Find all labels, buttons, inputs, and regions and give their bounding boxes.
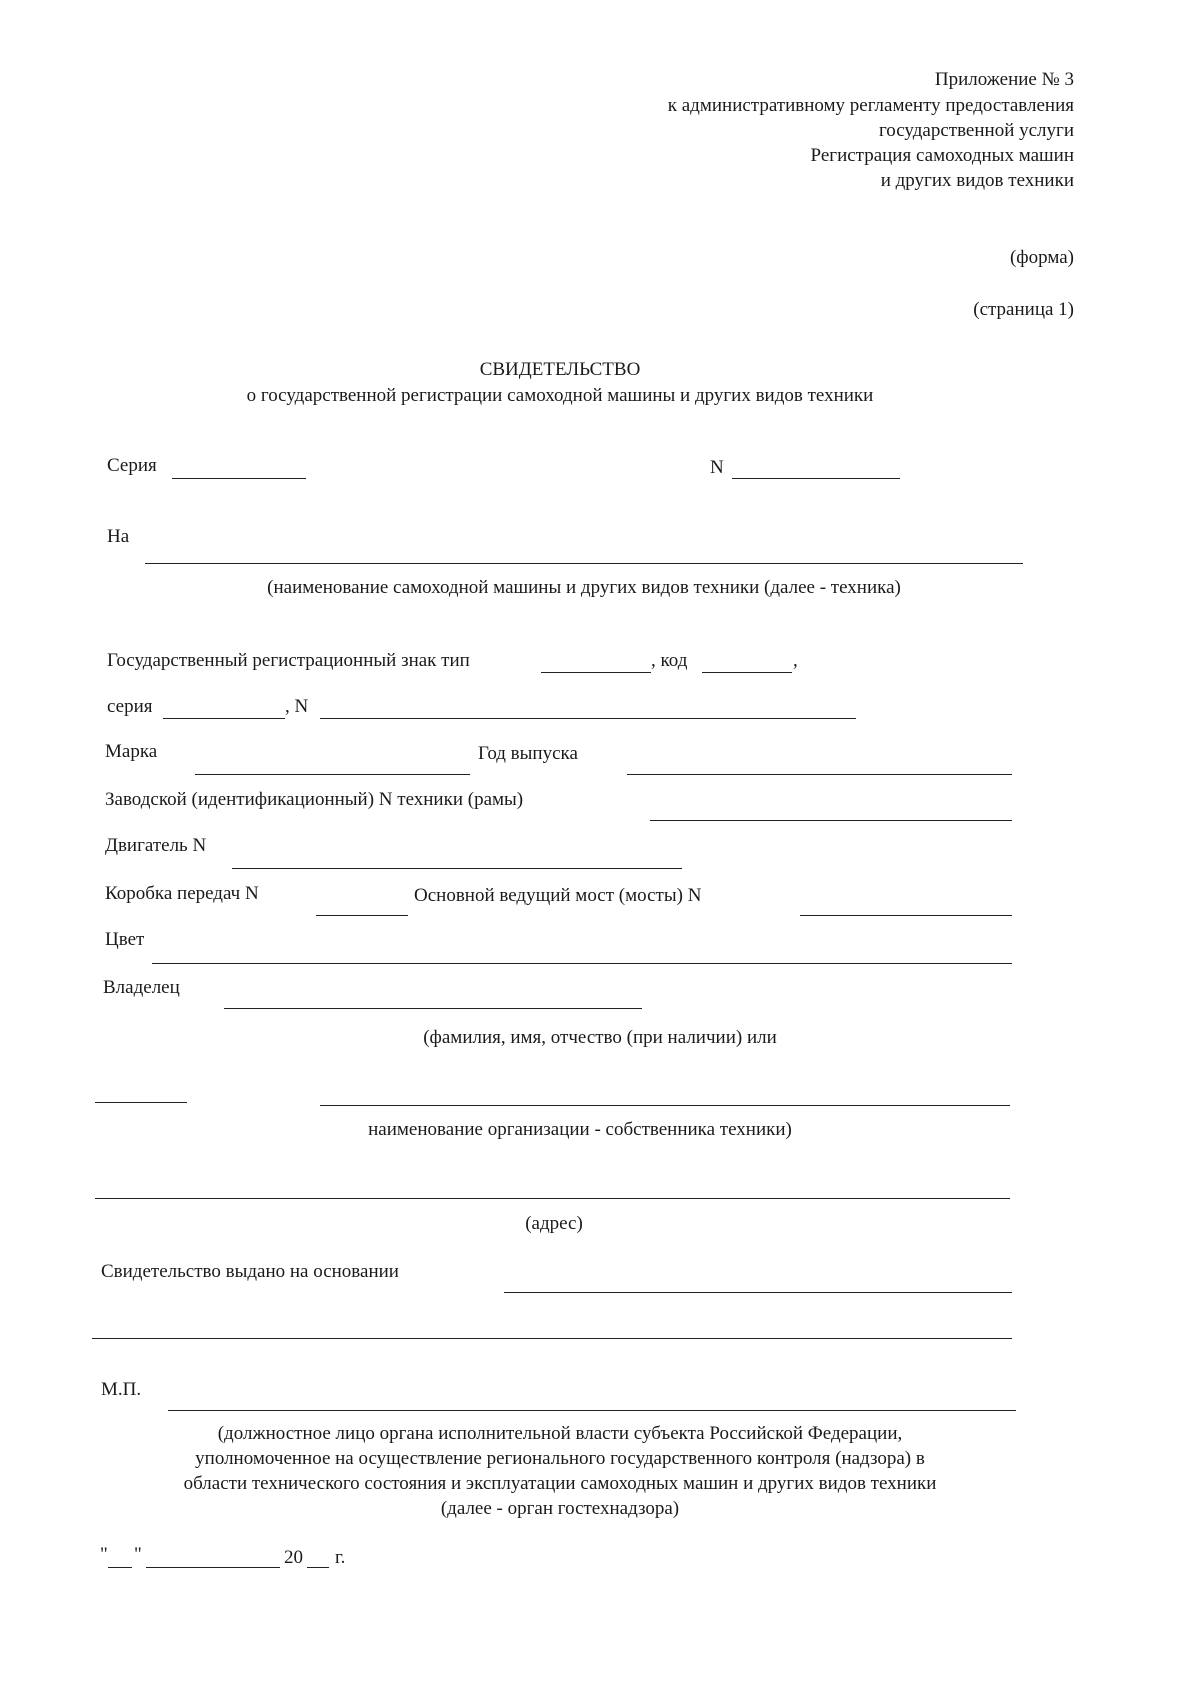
engine-field[interactable]: [232, 846, 682, 869]
date-year-suffix: г.: [335, 1547, 346, 1568]
gearbox-label: Коробка передач N: [105, 883, 259, 904]
owner-caption-1: (фамилия, имя, отчество (при наличии) или: [423, 1027, 777, 1048]
owner-field[interactable]: [224, 986, 642, 1009]
date-year-field[interactable]: [307, 1545, 329, 1568]
owner-name-field-left[interactable]: [95, 1080, 187, 1103]
basis-field[interactable]: [504, 1270, 1012, 1293]
number-label: N: [710, 457, 724, 478]
date-quote-open: ": [100, 1544, 108, 1565]
year-label: Год выпуска: [478, 743, 578, 764]
document-title: СВИДЕТЕЛЬСТВО: [479, 359, 641, 380]
official-caption-4: (далее - орган гостехнадзора): [440, 1498, 680, 1519]
regsign-code-label: , код: [651, 650, 688, 671]
date-month-field[interactable]: [146, 1545, 280, 1568]
official-signature-field[interactable]: [168, 1388, 1016, 1411]
engine-label: Двигатель N: [105, 835, 207, 856]
date-quote-close: ": [134, 1544, 142, 1565]
factory-number-field[interactable]: [650, 798, 1012, 821]
appendix-line-2: к административному регламенту предоставления: [667, 95, 1074, 116]
axle-field[interactable]: [800, 893, 1012, 916]
date-day-field[interactable]: [108, 1545, 132, 1568]
official-caption-1: (должностное лицо органа исполнительной власти субъекта Российской Федерации,: [217, 1423, 903, 1444]
page-label: (страница 1): [973, 299, 1074, 320]
date-year-prefix: 20: [284, 1547, 303, 1568]
regsign-code-field[interactable]: [702, 650, 792, 673]
appendix-number: Приложение № 3: [934, 69, 1074, 90]
axle-label: Основной ведущий мост (мосты) N: [414, 885, 702, 906]
sign-number-field[interactable]: [320, 696, 856, 719]
na-label: На: [107, 526, 130, 547]
document-subtitle: о государственной регистрации самоходной машины и других видов техники: [246, 385, 874, 406]
number-field[interactable]: [732, 456, 900, 479]
basis-label: Свидетельство выдано на основании: [101, 1261, 399, 1282]
color-field[interactable]: [152, 941, 1012, 964]
year-field[interactable]: [627, 752, 1012, 775]
sign-series-label: серия: [107, 696, 153, 717]
owner-label: Владелец: [103, 977, 180, 998]
address-field[interactable]: [95, 1176, 1010, 1199]
appendix-line-3: государственной услуги: [878, 120, 1074, 141]
owner-caption-2: наименование организации - собственника техники): [368, 1119, 792, 1140]
basis-field-continued[interactable]: [92, 1316, 1012, 1339]
regsign-type-label: Государственный регистрационный знак тип: [107, 650, 470, 671]
brand-label: Марка: [105, 741, 158, 762]
color-label: Цвет: [105, 929, 145, 950]
appendix-line-5: и других видов техники: [880, 170, 1074, 191]
stamp-label: М.П.: [101, 1379, 142, 1400]
regsign-comma: ,: [793, 650, 798, 671]
official-caption-3: области технического состояния и эксплуатации самоходных машин и других видов техники: [183, 1473, 937, 1494]
official-caption-2: уполномоченное на осуществление регионального государственного контроля (надзора) в: [195, 1448, 925, 1469]
address-caption: (адрес): [525, 1213, 583, 1234]
owner-name-field-right[interactable]: [320, 1083, 1010, 1106]
sign-series-field[interactable]: [163, 696, 285, 719]
regsign-type-field[interactable]: [541, 650, 651, 673]
gearbox-field[interactable]: [316, 893, 408, 916]
series-label: Серия: [107, 455, 157, 476]
factory-number-label: Заводской (идентификационный) N техники (рамы): [105, 789, 524, 810]
brand-field[interactable]: [195, 752, 470, 775]
vehicle-name-field[interactable]: [145, 541, 1023, 564]
vehicle-name-caption: (наименование самоходной машины и других видов техники (далее - техника): [267, 577, 901, 598]
sign-number-label: , N: [285, 696, 309, 717]
appendix-line-4: Регистрация самоходных машин: [810, 145, 1074, 166]
form-label: (форма): [1009, 247, 1074, 268]
series-field[interactable]: [172, 456, 306, 479]
